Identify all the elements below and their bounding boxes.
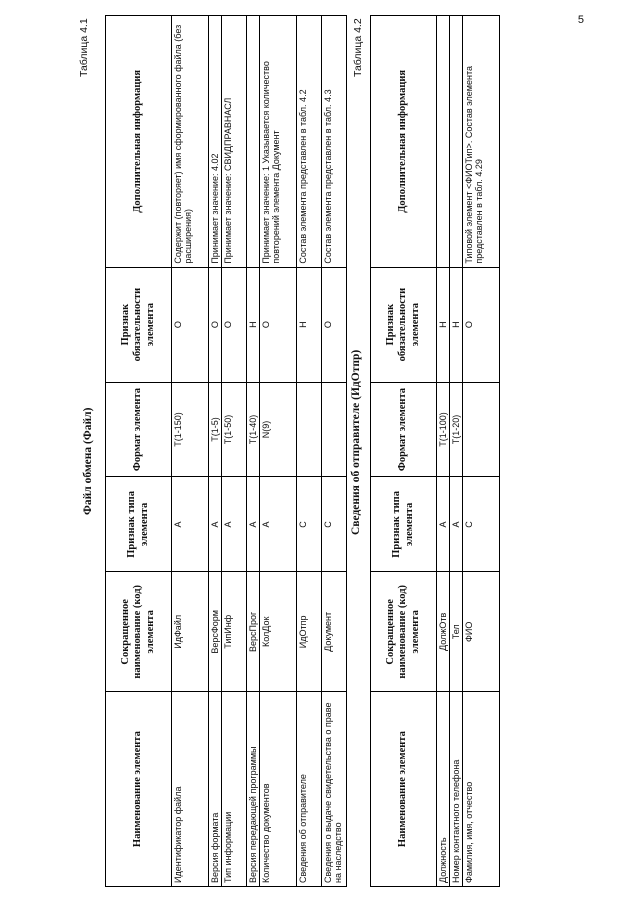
cell-required: О [260,267,297,382]
cell-element-name: Сведения об отправителе [297,692,322,887]
cell-code: ИдОтпр [297,572,322,692]
table-row [322,16,347,887]
cell-info: Состав элемента представлен в табл. 4.2 [297,16,322,268]
table-row [450,16,463,887]
cell-code: ДолжОтв [437,572,450,692]
page-number: 5 [577,14,584,26]
header-required-sign: Признак обязательности элемента [371,267,437,382]
cell-info: Типовой элемент <ФИОТип>. Состав элемента представлен в табл. 4.29 [463,16,500,268]
cell-info: Содержит (повторяет) имя сформированного файла (без расширения) [172,16,209,268]
cell-format [297,382,322,477]
table-row [172,16,209,887]
cell-required: О [222,267,247,382]
cell-type: А [222,477,247,572]
table-row [260,16,297,887]
header-type-sign: Признак типа элемента [106,477,172,572]
table-4-1-title: Файл обмена (Файл) [82,407,94,515]
cell-type: С [463,477,500,572]
cell-format: Т(1-100) [437,382,450,477]
cell-code: ТипИнф [222,572,247,692]
table-row [222,16,247,887]
header-short-code: Сокращенное наименование (код) элемента [371,572,437,692]
cell-info: Состав элемента представлен в табл. 4.3 [322,16,347,268]
table-4-2-title: Сведения об отправителе (ИдОтпр) [350,349,362,535]
cell-format: Т(1-40) [247,382,260,477]
cell-type: С [322,477,347,572]
exchange-file-table [105,15,347,887]
cell-info [450,16,463,268]
cell-type: С [297,477,322,572]
cell-info [437,16,450,268]
header-format: Формат элемента [106,382,172,477]
cell-required: О [322,267,347,382]
cell-element-name: Версия формата [209,692,222,887]
cell-type: А [437,477,450,572]
cell-format: Т(1-150) [172,382,209,477]
cell-element-name: Сведения о выдаче свидетельства о праве на наследство [322,692,347,887]
cell-element-name: Фамилия, имя, отчество [463,692,500,887]
cell-code: ВерсПрог [247,572,260,692]
table-row [437,16,450,887]
cell-required: О [209,267,222,382]
header-element-name: Наименование элемента [106,692,172,887]
header-additional-info: Дополнительная информация [106,16,172,268]
cell-type: А [450,477,463,572]
table-header-row [106,16,172,887]
cell-type: А [209,477,222,572]
sender-info-table [370,15,500,887]
cell-code: ИдФайл [172,572,209,692]
table-row [297,16,322,887]
cell-code: КолДок [260,572,297,692]
cell-type: А [260,477,297,572]
table-4-2-caption: Таблица 4.2 [352,18,364,77]
cell-format: Т(1-20) [450,382,463,477]
cell-format: Т(1-50) [222,382,247,477]
cell-format [463,382,500,477]
cell-info [247,16,260,268]
header-short-code: Сокращенное наименование (код) элемента [106,572,172,692]
cell-code: Документ [322,572,347,692]
header-format: Формат элемента [371,382,437,477]
header-type-sign: Признак типа элемента [371,477,437,572]
table-row [463,16,500,887]
cell-required: Н [437,267,450,382]
table-row [247,16,260,887]
cell-code: ВерсФорм [209,572,222,692]
cell-element-name: Версия передающей программы [247,692,260,887]
cell-code: Тел [450,572,463,692]
cell-code: ФИО [463,572,500,692]
cell-format: N(9) [260,382,297,477]
cell-required: О [463,267,500,382]
cell-required: Н [247,267,260,382]
table-header-row [371,16,437,887]
table-4-1-caption: Таблица 4.1 [78,18,90,77]
cell-required: О [172,267,209,382]
table-row [209,16,222,887]
cell-info: Принимает значение: 1 Указывается количество повторений элемента Документ [260,16,297,268]
cell-element-name: Количество документов [260,692,297,887]
cell-type: А [172,477,209,572]
cell-format: Т(1-5) [209,382,222,477]
cell-format [322,382,347,477]
cell-info: Принимает значение: 4.02 [209,16,222,268]
cell-info: Принимает значение: СВИДПРАВНАСЛ [222,16,247,268]
cell-element-name: Идентификатор файла [172,692,209,887]
header-required-sign: Признак обязательности элемента [106,267,172,382]
header-element-name: Наименование элемента [371,692,437,887]
cell-required: Н [297,267,322,382]
cell-element-name: Должность [437,692,450,887]
cell-element-name: Тип информации [222,692,247,887]
cell-type: А [247,477,260,572]
header-additional-info: Дополнительная информация [371,16,437,268]
cell-required: Н [450,267,463,382]
cell-element-name: Номер контактного телефона [450,692,463,887]
